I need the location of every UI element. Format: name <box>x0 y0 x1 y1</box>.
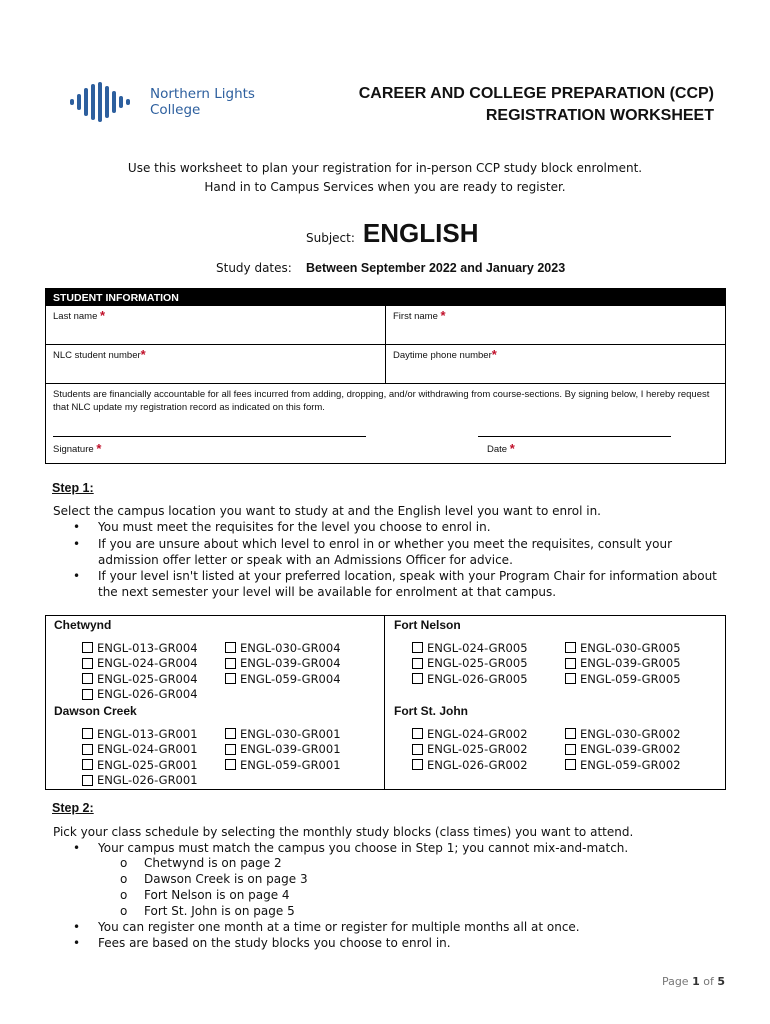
course-code: ENGL-059-GR005 <box>580 671 681 686</box>
course-code: ENGL-030-GR004 <box>240 640 341 655</box>
course-code: ENGL-030-GR001 <box>240 726 341 741</box>
course-code: ENGL-025-GR004 <box>97 671 198 686</box>
last-name-label: Last name <box>53 311 98 322</box>
required-asterisk: * <box>100 308 106 323</box>
step2-bullet-2 <box>73 919 723 935</box>
course-checkbox[interactable] <box>565 671 681 687</box>
checkbox-icon[interactable] <box>565 642 576 653</box>
signature-line[interactable] <box>53 436 366 437</box>
sub-item-dawson-creek <box>120 871 308 887</box>
course-checkbox[interactable] <box>565 742 681 758</box>
step1-heading: Step 1: <box>52 481 94 495</box>
checkbox-icon[interactable] <box>565 658 576 669</box>
course-checkbox[interactable] <box>225 640 341 656</box>
subject-value: ENGLISH <box>362 218 479 248</box>
accountability-section <box>46 383 725 463</box>
required-asterisk: * <box>509 441 515 456</box>
course-code: ENGL-059-GR002 <box>580 757 681 772</box>
checkbox-icon[interactable] <box>412 728 423 739</box>
step2-bullet-3 <box>73 935 723 951</box>
course-code: ENGL-030-GR002 <box>580 726 681 741</box>
logo-mark-icon <box>70 82 136 122</box>
id-row <box>46 344 725 383</box>
checkbox-icon[interactable] <box>225 673 236 684</box>
step2-heading: Step 2: <box>52 801 94 815</box>
course-code: ENGL-025-GR001 <box>97 757 198 772</box>
checkbox-icon[interactable] <box>565 673 576 684</box>
step2-bullet-1 <box>73 840 723 856</box>
course-checkbox[interactable] <box>82 742 198 758</box>
accountability-text: Students are financially accountable for all fees incurred from adding, dropping, and/or withdrawing from course-sections. By signing below, I hereby request that NLC update my registration record as indicated on this form. <box>53 389 710 413</box>
checkbox-icon[interactable] <box>412 759 423 770</box>
checkbox-icon[interactable] <box>565 759 576 770</box>
sub-item-text: Fort St. John is on page 5 <box>144 904 295 918</box>
course-checkbox[interactable] <box>565 640 681 656</box>
step1-bullet-1-text: You must meet the requisites for the level you choose to enrol in. <box>98 520 491 534</box>
course-checkbox[interactable] <box>82 726 198 742</box>
bullet-glyph: • <box>73 537 81 551</box>
checkbox-icon[interactable] <box>82 759 93 770</box>
sub-item-chetwynd <box>120 855 282 871</box>
last-name-field[interactable] <box>46 306 385 344</box>
chetwynd-col-2 <box>225 640 341 687</box>
course-code: ENGL-059-GR001 <box>240 757 341 772</box>
logo-line-2: College <box>150 102 201 118</box>
course-selection-table <box>45 615 726 790</box>
dawson-creek-col-2 <box>225 726 341 773</box>
step1-bullet-3-text: If your level isn't listed at your preferred location, speak with your Program Chair for information about the next semester your level will be available for enrolment at that campus. <box>98 569 717 599</box>
sub-bullet-glyph: o <box>120 904 128 918</box>
course-checkbox[interactable] <box>565 656 681 672</box>
required-asterisk: * <box>96 441 102 456</box>
course-checkbox[interactable] <box>412 726 528 742</box>
course-code: ENGL-039-GR002 <box>580 742 681 757</box>
study-dates-label: Study dates: <box>216 261 292 275</box>
course-checkbox[interactable] <box>412 742 528 758</box>
dawson-creek-col-1 <box>82 726 198 788</box>
checkbox-icon[interactable] <box>225 728 236 739</box>
student-info-header: STUDENT INFORMATION <box>46 289 725 306</box>
checkbox-icon[interactable] <box>565 744 576 755</box>
course-code: ENGL-030-GR005 <box>580 640 681 655</box>
fort-nelson-col-2 <box>565 640 681 687</box>
study-dates-value: Between September 2022 and January 2023 <box>306 261 566 275</box>
sub-bullet-glyph: o <box>120 856 128 870</box>
fort-st-john-col-2 <box>565 726 681 773</box>
document-title <box>359 83 714 127</box>
course-checkbox[interactable] <box>225 656 341 672</box>
page-current: 1 <box>692 975 700 988</box>
course-checkbox[interactable] <box>225 726 341 742</box>
step1-bullet-3 <box>73 568 723 600</box>
step2-bullet-1-text: Your campus must match the campus you choose in Step 1; you cannot mix-and-match. <box>98 841 629 855</box>
checkbox-icon[interactable] <box>565 728 576 739</box>
page-number <box>662 975 725 988</box>
signature-label: Signature <box>53 444 94 455</box>
course-checkbox[interactable] <box>82 757 198 773</box>
page-total: 5 <box>717 975 725 988</box>
course-checkbox[interactable] <box>82 640 198 656</box>
checkbox-icon[interactable] <box>225 658 236 669</box>
column-divider <box>384 616 385 789</box>
college-logo <box>70 82 255 122</box>
course-code: ENGL-024-GR005 <box>427 640 528 655</box>
course-code: ENGL-024-GR002 <box>427 726 528 741</box>
date-label-wrap <box>487 441 515 456</box>
phone-label: Daytime phone number <box>393 350 492 361</box>
course-code: ENGL-026-GR002 <box>427 757 528 772</box>
campus-chetwynd-label: Chetwynd <box>54 618 112 632</box>
course-code: ENGL-026-GR005 <box>427 671 528 686</box>
checkbox-icon[interactable] <box>82 673 93 684</box>
course-checkbox[interactable] <box>225 671 341 687</box>
checkbox-icon[interactable] <box>412 658 423 669</box>
course-checkbox[interactable] <box>412 656 528 672</box>
course-checkbox[interactable] <box>82 773 198 789</box>
student-number-field[interactable] <box>46 345 385 383</box>
checkbox-icon[interactable] <box>82 689 93 700</box>
checkbox-icon[interactable] <box>82 642 93 653</box>
course-code: ENGL-025-GR002 <box>427 742 528 757</box>
date-label: Date <box>487 444 508 455</box>
required-asterisk: * <box>491 347 497 362</box>
course-checkbox[interactable] <box>82 671 198 687</box>
campus-fort-st-john-label: Fort St. John <box>394 704 468 718</box>
checkbox-icon[interactable] <box>225 642 236 653</box>
intro-line-1: Use this worksheet to plan your registration for in-person CCP study block enrolment. <box>127 161 643 175</box>
step1-bullet-2 <box>73 536 723 568</box>
course-code: ENGL-039-GR005 <box>580 656 681 671</box>
course-code: ENGL-013-GR001 <box>97 726 198 741</box>
signature-label-wrap <box>53 441 102 456</box>
fort-st-john-col-1 <box>412 726 528 773</box>
sub-item-text: Chetwynd is on page 2 <box>144 856 282 870</box>
checkbox-icon[interactable] <box>82 728 93 739</box>
subject-block <box>306 218 478 249</box>
bullet-glyph: • <box>73 920 81 934</box>
sub-bullet-glyph: o <box>120 888 128 902</box>
checkbox-icon[interactable] <box>225 759 236 770</box>
course-checkbox[interactable] <box>225 757 341 773</box>
intro-text <box>0 159 770 197</box>
step2-intro: Pick your class schedule by selecting the monthly study blocks (class times) you want to attend. <box>53 825 634 839</box>
title-line-2: REGISTRATION WORKSHEET <box>485 107 714 124</box>
course-checkbox[interactable] <box>82 687 198 703</box>
logo-line-1: Northern Lights <box>150 86 255 102</box>
sub-bullet-glyph: o <box>120 872 128 886</box>
subject-label: Subject: <box>306 231 355 245</box>
course-checkbox[interactable] <box>412 640 528 656</box>
required-asterisk: * <box>440 308 446 323</box>
campus-dawson-creek-label: Dawson Creek <box>54 704 137 718</box>
campus-fort-nelson-label: Fort Nelson <box>394 618 461 632</box>
study-dates <box>216 261 566 275</box>
student-information-table <box>45 288 726 464</box>
step2-bullet-3-text: Fees are based on the study blocks you choose to enrol in. <box>98 936 451 950</box>
bullet-glyph: • <box>73 569 81 583</box>
course-code: ENGL-059-GR004 <box>240 671 341 686</box>
chetwynd-col-1 <box>82 640 198 702</box>
checkbox-icon[interactable] <box>82 775 93 786</box>
course-checkbox[interactable] <box>412 671 528 687</box>
checkbox-icon[interactable] <box>412 744 423 755</box>
checkbox-icon[interactable] <box>412 673 423 684</box>
step1-intro: Select the campus location you want to study at and the English level you want to enrol in. <box>53 504 601 518</box>
step2-bullet-2-text: You can register one month at a time or register for multiple months all at once. <box>98 920 580 934</box>
page-label: Page <box>661 975 689 988</box>
first-name-field[interactable] <box>385 306 725 344</box>
date-line[interactable] <box>478 436 671 437</box>
course-code: ENGL-024-GR001 <box>97 742 198 757</box>
bullet-glyph: • <box>73 841 81 855</box>
step1-bullet-2-text: If you are unsure about which level to enrol in or whether you meet the requisites, consult your admission offer letter or speak with an Admissions Officer for advice. <box>98 537 673 567</box>
fort-nelson-col-1 <box>412 640 528 687</box>
course-checkbox[interactable] <box>412 757 528 773</box>
course-checkbox[interactable] <box>82 656 198 672</box>
sub-item-fort-st-john <box>120 903 295 919</box>
course-code: ENGL-039-GR004 <box>240 656 341 671</box>
page-of: of <box>703 975 714 988</box>
course-code: ENGL-039-GR001 <box>240 742 341 757</box>
course-code: ENGL-026-GR004 <box>97 687 198 702</box>
course-checkbox[interactable] <box>565 757 681 773</box>
course-checkbox[interactable] <box>565 726 681 742</box>
course-code: ENGL-025-GR005 <box>427 656 528 671</box>
sub-item-fort-nelson <box>120 887 290 903</box>
name-row <box>46 306 725 344</box>
required-asterisk: * <box>140 347 146 362</box>
phone-field[interactable] <box>385 345 725 383</box>
checkbox-icon[interactable] <box>412 642 423 653</box>
intro-line-2: Hand in to Campus Services when you are ready to register. <box>204 180 566 194</box>
bullet-glyph: • <box>73 936 81 950</box>
sub-item-text: Fort Nelson is on page 4 <box>144 888 290 902</box>
course-code: ENGL-026-GR001 <box>97 773 198 788</box>
checkbox-icon[interactable] <box>82 658 93 669</box>
student-number-label: NLC student number <box>53 350 141 361</box>
first-name-label: First name <box>393 311 438 322</box>
course-checkbox[interactable] <box>225 742 341 758</box>
checkbox-icon[interactable] <box>225 744 236 755</box>
title-line-1: CAREER AND COLLEGE PREPARATION (CCP) <box>358 85 714 102</box>
checkbox-icon[interactable] <box>82 744 93 755</box>
logo-wordmark <box>150 86 255 118</box>
course-code: ENGL-024-GR004 <box>97 656 198 671</box>
step1-bullet-1 <box>73 519 723 535</box>
bullet-glyph: • <box>73 520 81 534</box>
course-code: ENGL-013-GR004 <box>97 640 198 655</box>
sub-item-text: Dawson Creek is on page 3 <box>144 872 308 886</box>
